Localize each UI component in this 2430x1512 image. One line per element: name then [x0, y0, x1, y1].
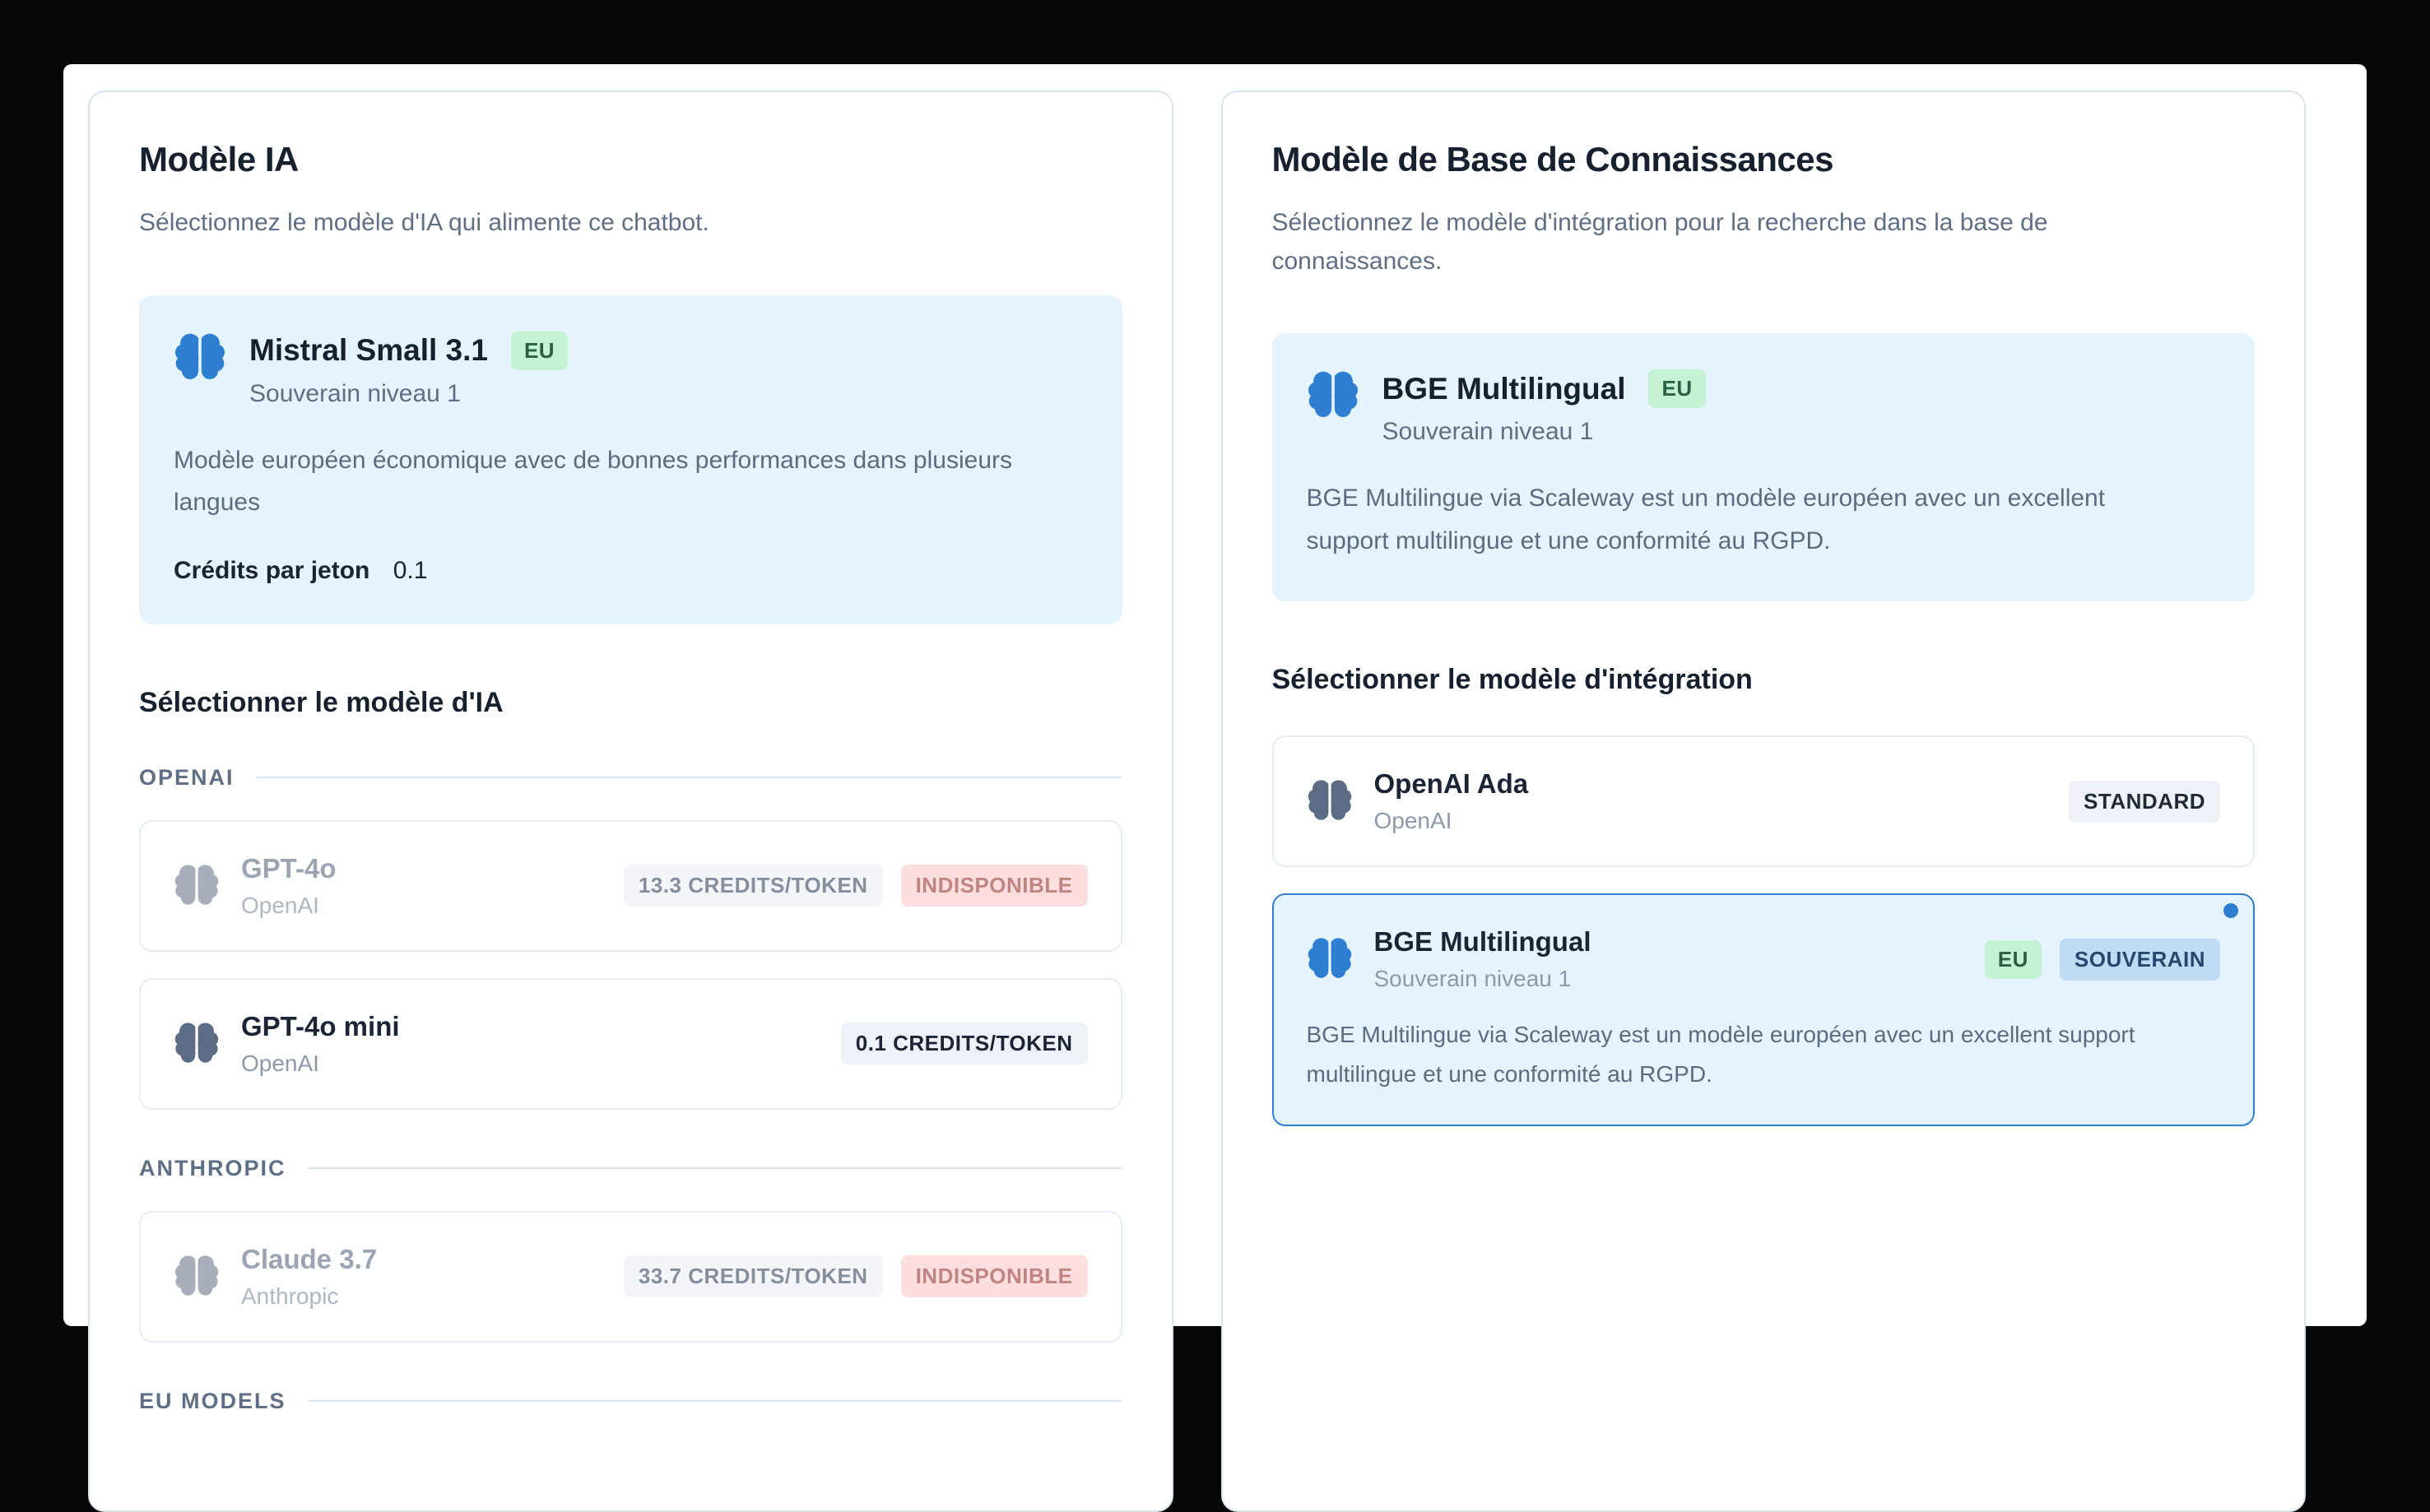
selected-embedding-name: BGE Multilingual [1382, 371, 1626, 406]
embedding-row-bge-multilingual[interactable] [1272, 893, 2256, 1126]
brain-icon [1307, 369, 1359, 422]
select-ai-model-heading: Sélectionner le modèle d'IA [139, 686, 504, 718]
selected-model-tier: Souverain niveau 1 [249, 379, 461, 407]
model-provider: OpenAI [241, 892, 319, 918]
group-label-openai: OPENAI [139, 764, 235, 790]
brain-icon [174, 1254, 220, 1300]
selected-embedding-panel [1272, 333, 2256, 601]
embedding-row-openai-ada[interactable] [1272, 735, 2256, 867]
selected-model-name: Mistral Small 3.1 [249, 333, 488, 367]
model-row-claude-3-7[interactable] [139, 1211, 1122, 1343]
group-divider [308, 1400, 1122, 1402]
credits-badge: 33.7 CREDITS/TOKEN [624, 1255, 883, 1297]
model-provider: OpenAI [241, 1050, 319, 1076]
model-row-gpt-4o-mini[interactable] [139, 978, 1122, 1110]
group-label-anthropic: ANTHROPIC [139, 1155, 286, 1180]
model-group-openai [139, 765, 1122, 1110]
souverain-badge: SOUVERAIN [2060, 939, 2220, 981]
selected-option-description: BGE Multilingue via Scaleway est un modèle européen avec un excellent support multilingue et une conformité au RGPD. [1306, 1022, 2135, 1087]
ai-model-card [88, 90, 1173, 1512]
model-provider: Anthropic [241, 1282, 339, 1309]
knowledge-base-model-card [1221, 90, 2307, 1512]
settings-page [63, 64, 2367, 1413]
model-name: Claude 3.7 [241, 1243, 378, 1274]
credits-per-token-row [174, 557, 1088, 585]
model-group-eu-models [139, 1389, 1122, 1414]
standard-badge: STANDARD [2069, 781, 2220, 823]
selected-ai-model-panel [139, 295, 1122, 624]
selected-model-description: Modèle européen économique avec de bonnes performances dans plusieurs langues [174, 446, 1012, 517]
kb-card-subtitle: Sélectionnez le modèle d'intégration pour la recherche dans la base de connaissances. [1271, 209, 2048, 275]
eu-badge: EU [511, 332, 568, 370]
unavailable-badge: INDISPONIBLE [901, 1255, 1088, 1297]
model-name: BGE Multilingual [1373, 926, 1591, 958]
credits-per-token-value: 0.1 [393, 556, 428, 584]
eu-badge: EU [1648, 369, 1705, 408]
credits-badge: 13.3 CREDITS/TOKEN [624, 865, 883, 907]
ai-model-card-subtitle: Sélectionnez le modèle d'IA qui alimente ce chatbot. [139, 209, 709, 236]
selected-indicator-dot [2223, 903, 2238, 918]
brain-icon [174, 1021, 220, 1067]
brain-icon [1307, 778, 1353, 824]
eu-badge: EU [1985, 940, 2042, 979]
selected-embedding-tier: Souverain niveau 1 [1382, 418, 1594, 445]
group-divider [256, 777, 1122, 778]
model-tier: Souverain niveau 1 [1373, 966, 1572, 992]
model-name: GPT-4o mini [241, 1010, 400, 1041]
group-divider [308, 1167, 1122, 1169]
group-label-eu-models: EU MODELS [139, 1388, 286, 1413]
model-row-gpt-4o[interactable] [139, 820, 1122, 952]
credits-badge: 0.1 CREDITS/TOKEN [841, 1023, 1088, 1064]
model-name: OpenAI Ada [1373, 768, 1529, 800]
unavailable-badge: INDISPONIBLE [901, 865, 1088, 907]
kb-card-title: Modèle de Base de Connaissances [1271, 140, 1833, 179]
brain-icon [1307, 936, 1353, 982]
credits-per-token-label: Crédits par jeton [174, 556, 370, 584]
model-name: GPT-4o [241, 852, 337, 884]
select-embedding-heading: Sélectionner le modèle d'intégration [1271, 664, 1753, 696]
brain-icon [174, 863, 220, 909]
model-provider: OpenAI [1373, 808, 1452, 834]
selected-embedding-description: BGE Multilingue via Scaleway est un modèle européen avec un excellent support multilingue et une conformité au RGPD. [1306, 485, 2106, 554]
brain-icon [174, 332, 226, 384]
ai-model-card-title: Modèle IA [139, 140, 299, 179]
model-group-anthropic [139, 1156, 1122, 1343]
